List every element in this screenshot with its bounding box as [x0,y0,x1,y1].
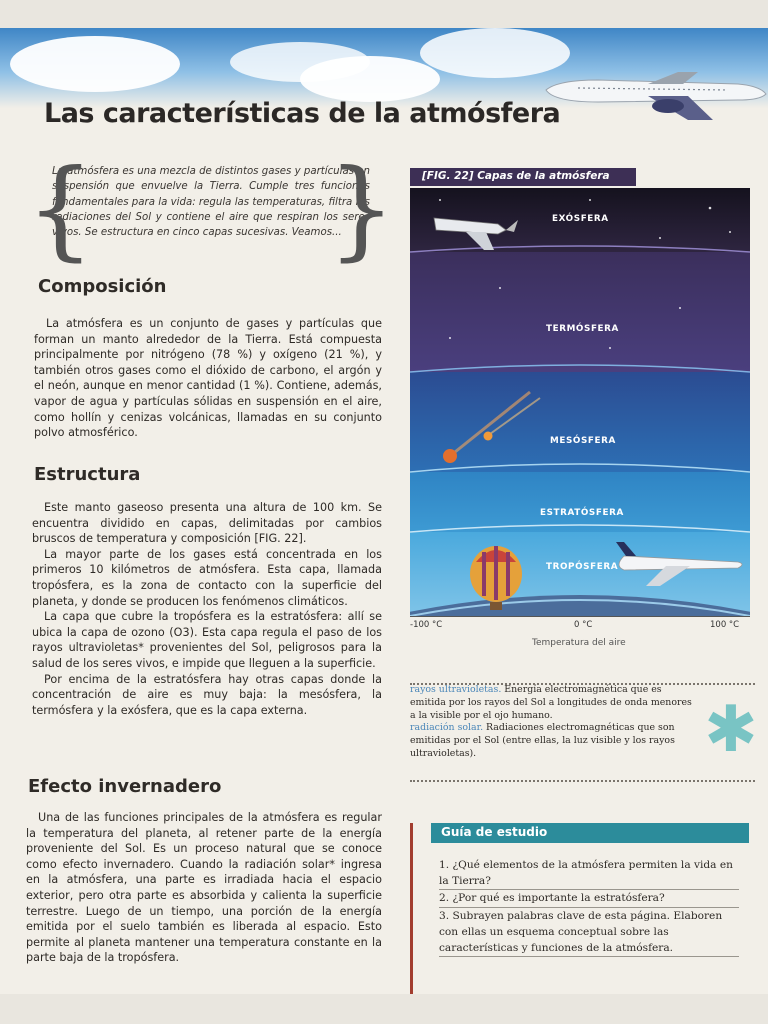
airplane-illustration [538,50,768,120]
glossary-term-uv: rayos ultravioletas. [410,684,502,695]
estructura-paragraph-4: Por encima de la estratósfera hay otras capas donde la concentración de aire es muy baja: la mesósfera, la termósfera y la exósfera, que es la capa externa. [32,672,382,717]
glossary-box [410,684,700,761]
left-brace-icon: { [26,147,95,272]
estructura-heading: Estructura [34,464,141,485]
textbook-page [0,28,768,994]
composicion-paragraph: La atmósfera es un conjunto de gases y partículas que forman un manto alrededor de la Tierra. Está compuesta principalmente por nitrógeno (78 %) y oxígeno (21 %), y también otros gases como el dióxido de carbono, el argón y el neón, aunque en menor cantidad (1 %). Contiene, además, vapor de agua y partículas sólidas en suspensión en el aire, como hollín y cenizas volcánicas, llamadas en su conjunto polvo atmosférico. [34,317,382,440]
glossary-def-uv: Energía electromagnética que es emitida por los rayos del Sol a longitudes de onda menores a la visible por el ojo humano. [410,684,692,721]
page-title: Las características de la atmósfera [44,98,561,129]
glossary-entry-uv [410,684,700,722]
study-guide-questions [439,857,739,957]
layer-label-termosfera: TERMÓSFERA [546,324,619,334]
study-guide-box [410,823,756,994]
layer-label-troposfera: TROPÓSFERA [546,562,619,572]
atmosphere-layers-diagram [410,188,750,616]
axis-label: Temperatura del aire [532,638,626,648]
axis-tick-left: -100 °C [410,620,443,630]
composicion-text [34,316,382,441]
layer-label-exosfera: EXÓSFERA [552,214,609,224]
layer-label-estratosfera: ESTRATÓSFERA [540,508,624,518]
axis-tick-right: 100 °C [710,620,740,630]
efecto-text [26,810,382,966]
composicion-heading: Composición [38,276,167,297]
temperature-axis [410,616,750,656]
study-question-3: 3. Subrayen palabras clave de esta página. Elaboren con ellas un esquema conceptual sobre las características y funciones de la atmósfera. [439,908,739,958]
figure-atmosphere-layers [410,168,750,648]
intro-text: La atmósfera es una mezcla de distintos gases y partículas en suspensión que envuelve la Tierra. Cumple tres funciones fundamentales para la vida: regula las temperaturas, filtra las radiaciones del Sol y contiene el aire que respiran los seres vivos. Se estructura en cinco capas sucesivas. Veamos... [52,166,370,239]
glossary-entry-solar [410,722,700,760]
right-brace-icon: } [327,147,396,272]
asterisk-icon: ✱ [704,693,758,767]
efecto-paragraph: Una de las funciones principales de la atmósfera es regular la temperatura del planeta, al retener parte de la energía proveniente del Sol. Es un proceso natural que se conoce como efecto invernadero. Cuando la radiación solar* ingresa en la atmósfera, una parte es irradiada hacia el espacio exterior, pero otra parte es absorbida y calienta la superficie terrestre. Luego de un tiempo, una porción de la energía emitida por el suelo también es liberada al espacio. Esto permite al planeta mantener una temperatura constante en la parte baja de la tropósfera. [26,811,382,965]
glossary-bottom-rule [410,780,755,782]
estructura-paragraph-2: La mayor parte de los gases está concentrada en los primeros 10 kilómetros de atmósfera. Esta capa, llamada tropósfera, es la zona de contacto con la superficie del planeta, y donde se producen los fenómenos climáticos. [32,547,382,608]
axis-tick-mid: 0 °C [574,620,593,630]
estructura-paragraph-3: La capa que cubre la tropósfera es la estratósfera: allí se ubica la capa de ozono (O3). Esta capa regula el paso de los rayos ultravioletas* provenientes del Sol, peligrosos para la salud de los seres vivos, e impide que lleguen a la superficie. [32,610,382,670]
glossary-term-solar: radiación solar. [410,722,484,734]
estructura-paragraph-1: Este manto gaseoso presenta una altura de 100 km. Se encuentra dividido en capas, delimitadas por cambios bruscos de temperatura y composición [FIG. 22]. [32,501,382,546]
layers-svg [410,188,750,616]
study-question-1: 1. ¿Qué elementos de la atmósfera permiten la vida en la Tierra? [439,857,739,890]
figure-title: [FIG. 22] Capas de la atmósfera [410,168,636,186]
estructura-text [32,500,382,718]
study-guide-heading: Guía de estudio [431,823,749,843]
study-question-2: 2. ¿Por qué es importante la estratósfera? [439,890,739,907]
layer-label-mesosfera: MESÓSFERA [550,436,616,446]
intro-box [26,147,396,272]
glossary-def-solar: Radiaciones electromagnéticas que son emitidas por el Sol (entre ellas, la luz visible y los rayos ultravioletas). [410,722,675,759]
efecto-heading: Efecto invernadero [28,776,222,797]
